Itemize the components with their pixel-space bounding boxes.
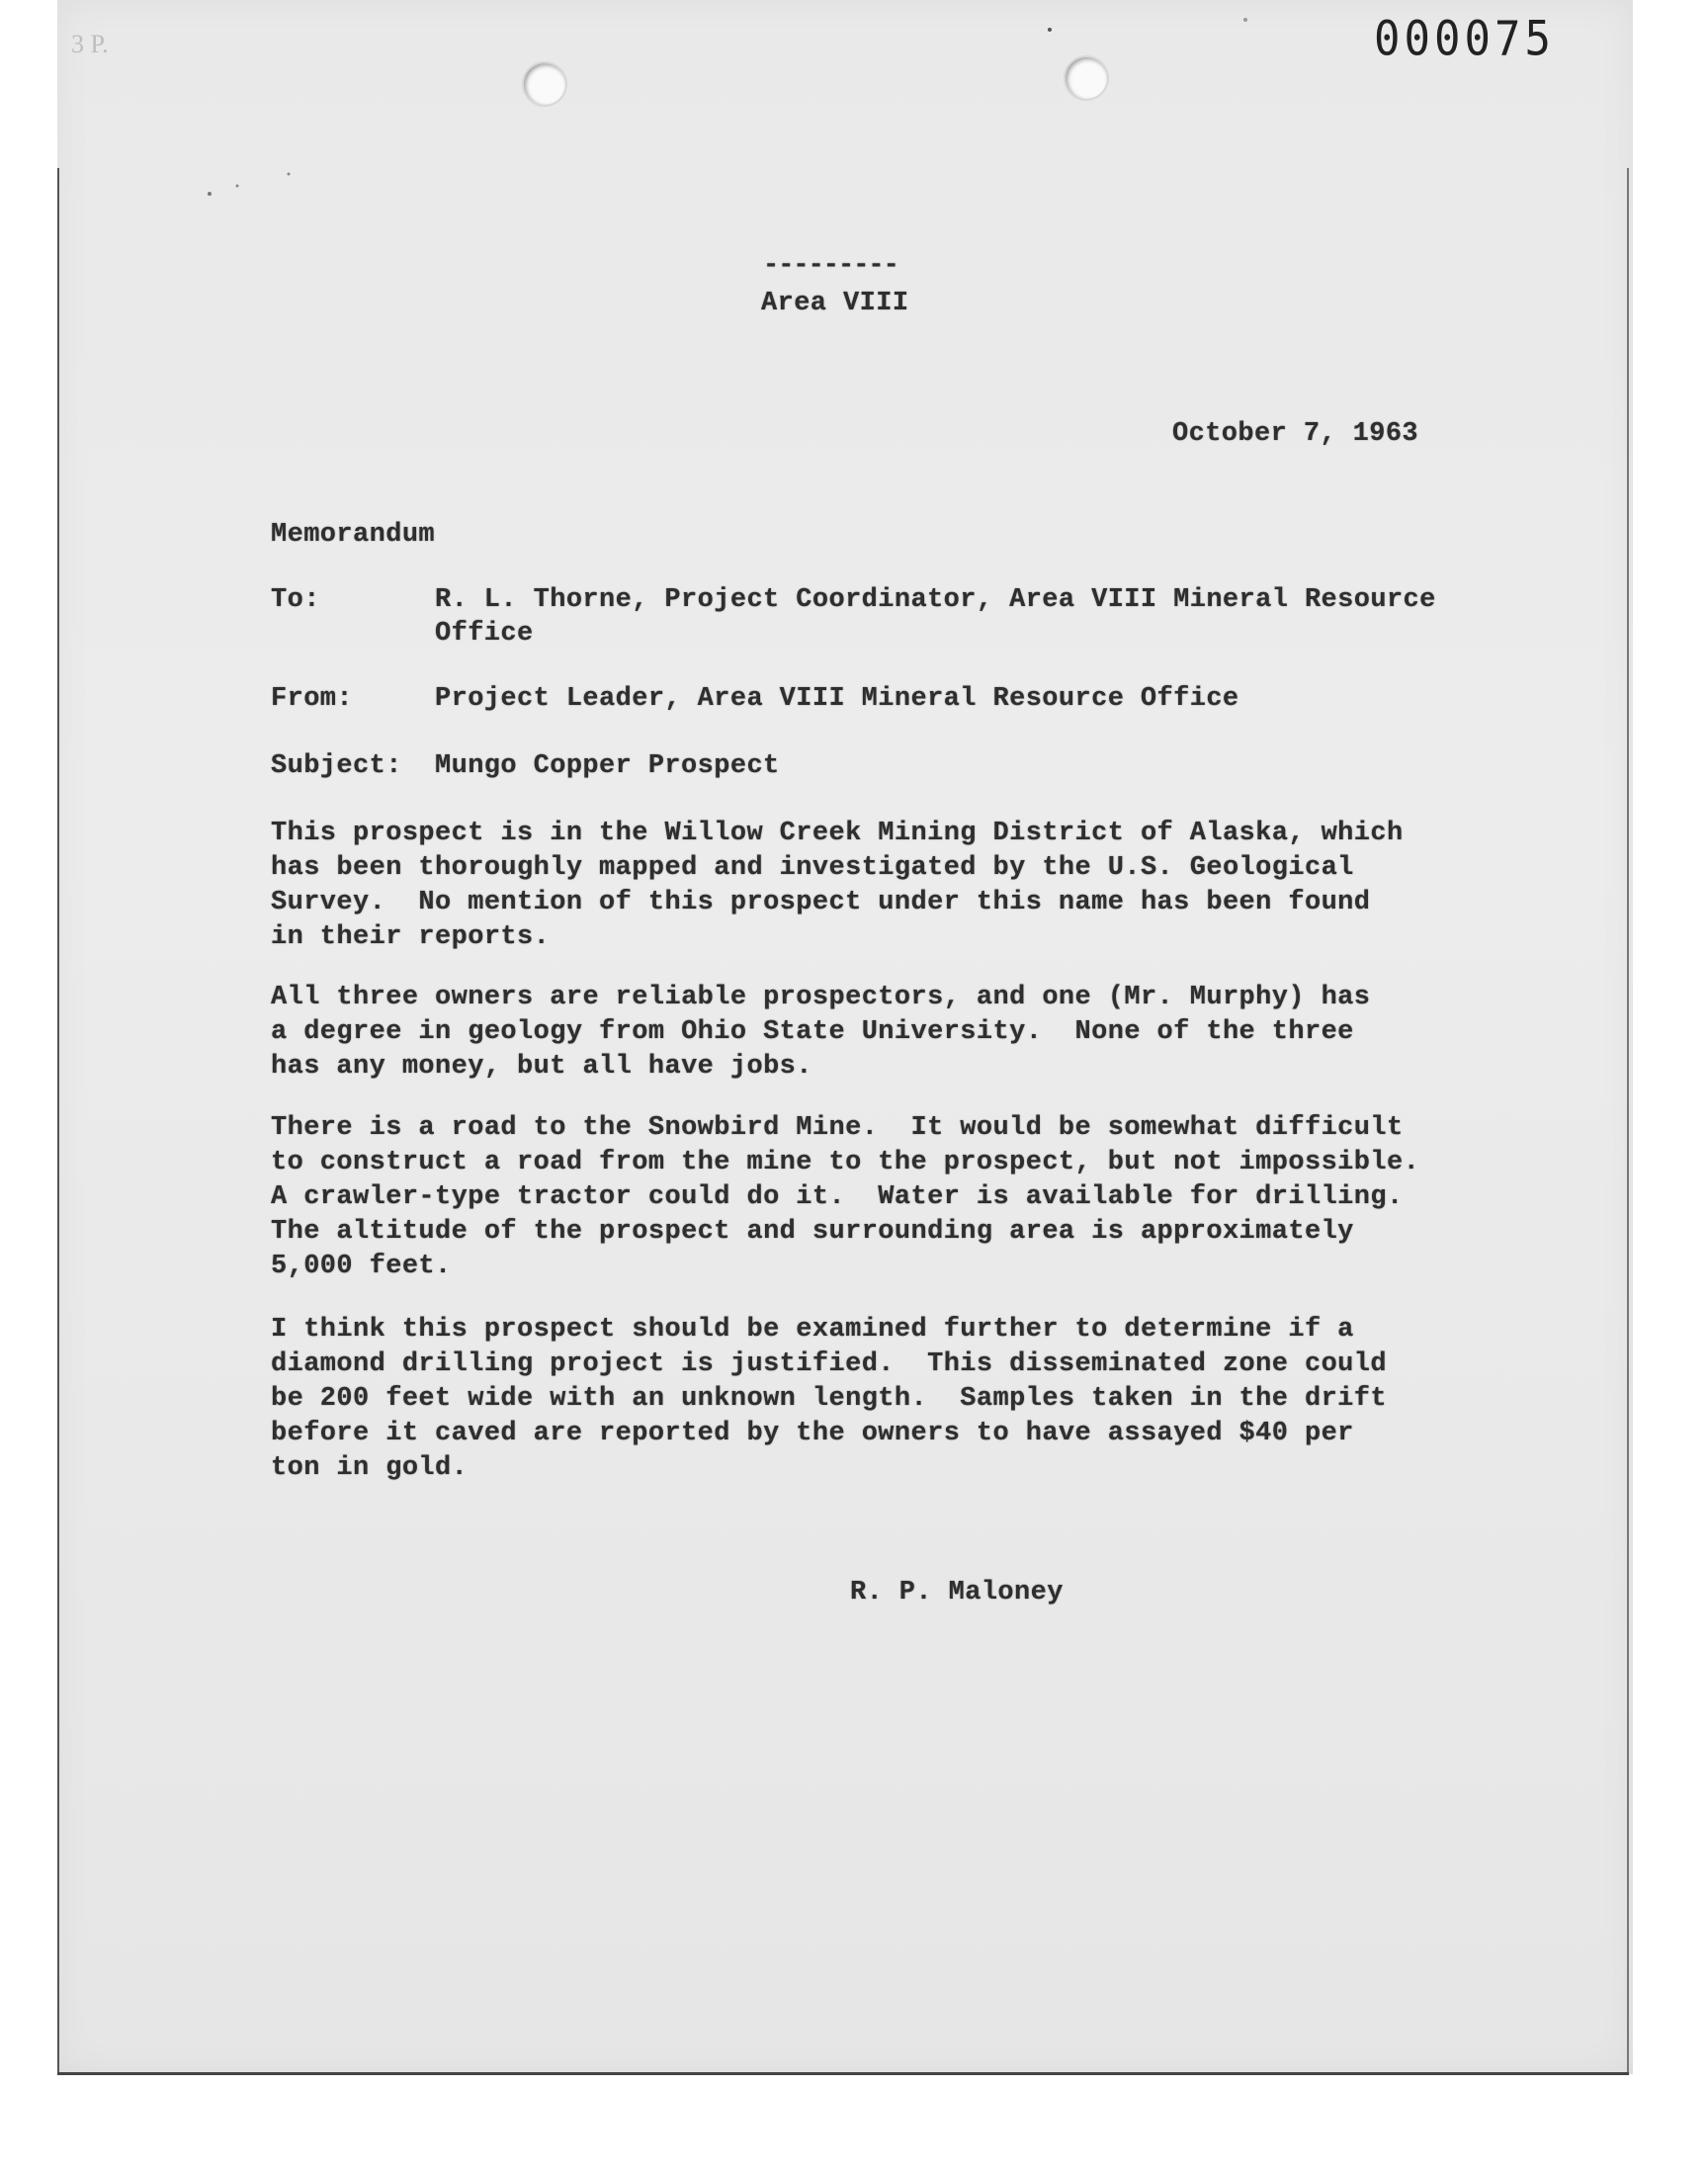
paragraph-line: There is a road to the Snowbird Mine. It would be somewhat difficult bbox=[271, 1113, 1404, 1143]
document-number: 000075 bbox=[1374, 11, 1555, 67]
memo-type-heading: Memorandum bbox=[271, 520, 436, 550]
area-title: Area VIII bbox=[761, 289, 909, 318]
paragraph-line: The altitude of the prospect and surrounding area is approximately bbox=[271, 1217, 1354, 1247]
punch-hole-left bbox=[524, 63, 565, 105]
sheet-edge-bottom bbox=[57, 2072, 1629, 2075]
paragraph-line: has been thoroughly mapped and investigated by the U.S. Geological bbox=[271, 853, 1354, 883]
paragraph-line: All three owners are reliable prospectors, and one (Mr. Murphy) has bbox=[271, 983, 1371, 1012]
paragraph-line: to construct a road from the mine to the prospect, but not impossible. bbox=[271, 1148, 1420, 1177]
to-recipient-line-2: Office bbox=[435, 619, 534, 649]
body-paragraph-access bbox=[271, 1111, 1419, 1284]
punch-hole-right bbox=[1066, 57, 1107, 99]
paragraph-line: has any money, but all have jobs. bbox=[271, 1052, 812, 1082]
from-label: From: bbox=[271, 684, 354, 714]
paragraph-line: be 200 feet wide with an unknown length. Samples taken in the drift bbox=[271, 1384, 1387, 1414]
sheet-edge-right bbox=[1627, 168, 1629, 2074]
paragraph-line: in their reports. bbox=[271, 922, 551, 952]
memo-date: October 7, 1963 bbox=[1172, 419, 1419, 449]
body-paragraph-owners bbox=[271, 981, 1370, 1085]
paragraph-line: diamond drilling project is justified. This disseminated zone could bbox=[271, 1349, 1387, 1379]
paragraph-line: ton in gold. bbox=[271, 1453, 469, 1483]
paragraph-line: a degree in geology from Ohio State University. None of the three bbox=[271, 1017, 1354, 1047]
to-label: To: bbox=[271, 585, 320, 615]
subject-text: Mungo Copper Prospect bbox=[435, 751, 780, 781]
body-paragraph-recommendation bbox=[271, 1313, 1387, 1486]
paragraph-line: Survey. No mention of this prospect under this name has been found bbox=[271, 888, 1371, 917]
sheet-edge-left bbox=[57, 168, 59, 2074]
from-sender: Project Leader, Area VIII Mineral Resource Office bbox=[435, 684, 1239, 714]
corner-pencil-mark: 3 P. bbox=[71, 30, 109, 58]
paragraph-line: before it caved are reported by the owners to have assayed $40 per bbox=[271, 1419, 1354, 1448]
signature-name: R. P. Maloney bbox=[850, 1578, 1064, 1608]
to-recipient-line-1: R. L. Thorne, Project Coordinator, Area VIII Mineral Resource bbox=[435, 585, 1436, 615]
paragraph-line: This prospect is in the Willow Creek Mining District of Alaska, which bbox=[271, 819, 1404, 848]
paragraph-line: 5,000 feet. bbox=[271, 1252, 452, 1281]
paragraph-line: A crawler-type tractor could do it. Water is available for drilling. bbox=[271, 1182, 1404, 1212]
subject-label: Subject: bbox=[271, 751, 402, 781]
header-dashes: --------- bbox=[763, 251, 898, 281]
paragraph-line: I think this prospect should be examined further to determine if a bbox=[271, 1315, 1354, 1345]
body-paragraph-location bbox=[271, 817, 1404, 955]
